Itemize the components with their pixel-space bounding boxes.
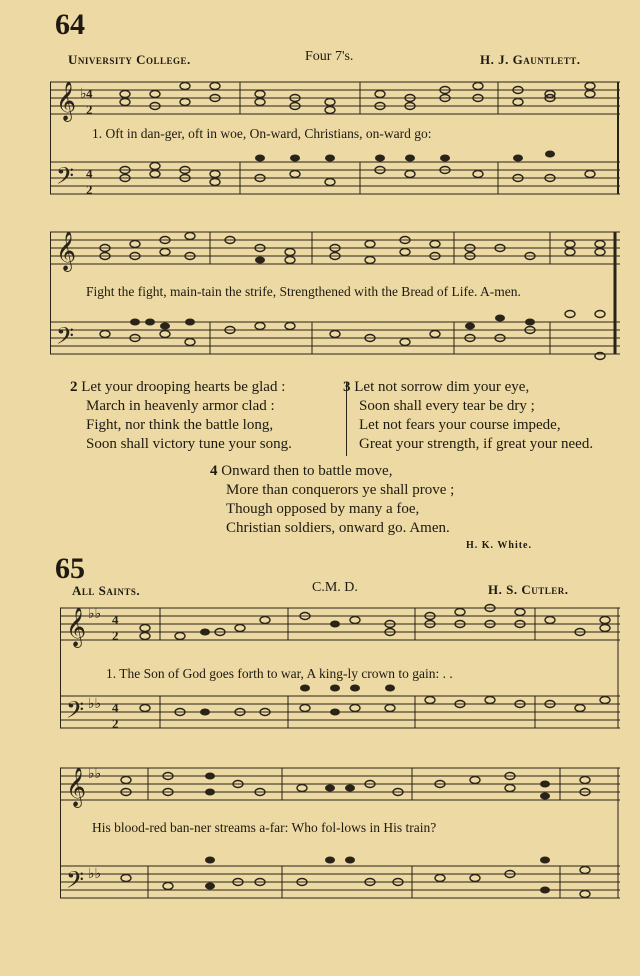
svg-text:♭♭: ♭♭ bbox=[88, 867, 102, 882]
verse-line: Soon shall victory tune your song. bbox=[86, 436, 292, 452]
hymn-64-verse-4 bbox=[210, 462, 454, 538]
svg-text:4: 4 bbox=[86, 166, 93, 181]
hymn-64-verse-3 bbox=[343, 378, 593, 454]
verse-line: Let not sorrow dim your eye, bbox=[354, 379, 530, 395]
treble-clef-icon: 𝄞 bbox=[66, 609, 87, 646]
svg-text:2: 2 bbox=[86, 102, 93, 117]
hymn-65-meter: C.M. D. bbox=[312, 580, 358, 595]
verse-number: 2 bbox=[70, 379, 78, 395]
hymn-65-tune-name: All Saints. bbox=[72, 583, 141, 598]
svg-text:2: 2 bbox=[86, 182, 93, 197]
svg-text:♭♭: ♭♭ bbox=[88, 607, 102, 622]
verse-line: More than conquerors ye shall prove ; bbox=[226, 482, 455, 498]
hymn-64-author: H. K. White. bbox=[466, 540, 532, 551]
verse-line: Let not fears your course impede, bbox=[359, 417, 561, 433]
svg-text:♭♭: ♭♭ bbox=[88, 767, 102, 782]
verse-line: Though opposed by many a foe, bbox=[226, 501, 420, 517]
svg-text:♭♭: ♭♭ bbox=[88, 697, 102, 712]
verse-line: Christian soldiers, onward go. Amen. bbox=[226, 520, 450, 536]
verse-line: Let your drooping hearts be glad : bbox=[81, 379, 286, 395]
verse-line: Soon shall every tear be dry ; bbox=[359, 398, 535, 414]
time-signature: 4 bbox=[86, 86, 93, 101]
svg-text:♭: ♭ bbox=[80, 87, 87, 102]
svg-text:2: 2 bbox=[112, 716, 119, 731]
hymn-65-number: 65 bbox=[55, 552, 85, 585]
verse-line: March in heavenly armor clad : bbox=[86, 398, 275, 414]
bass-clef-icon: 𝄢 bbox=[56, 324, 75, 355]
hymn-65-lyric-line-2: His blood-red ban-ner streams a-far: Who fol-lows in His train? bbox=[92, 820, 437, 835]
svg-text:2: 2 bbox=[112, 628, 119, 643]
hymn-64-number: 64 bbox=[55, 8, 85, 41]
verse-line: Fight, nor think the battle long, bbox=[86, 417, 274, 433]
hymn-65-system-2 bbox=[60, 756, 620, 916]
treble-clef-icon: 𝄞 bbox=[56, 233, 77, 270]
bass-clef-icon: 𝄢 bbox=[66, 698, 85, 729]
hymn-64-composer: H. J. Gauntlett. bbox=[480, 52, 581, 67]
svg-text:4: 4 bbox=[112, 612, 119, 627]
hymn-64-meter: Four 7's. bbox=[305, 49, 354, 64]
bass-clef-icon: 𝄢 bbox=[66, 868, 85, 899]
verse-line: Great your strength, if great your need. bbox=[359, 436, 594, 452]
verse-line: Onward then to battle move, bbox=[221, 463, 393, 479]
svg-text:4: 4 bbox=[112, 700, 119, 715]
hymn-64-lyric-line-2: Fight the fight, main-tain the strife, Strengthened with the Bread of Life. A-men. bbox=[86, 284, 521, 299]
verse-number: 3 bbox=[343, 379, 351, 395]
hymn-65-composer: H. S. Cutler. bbox=[488, 582, 569, 597]
verse-number: 4 bbox=[210, 463, 218, 479]
treble-clef-icon: 𝄞 bbox=[66, 769, 87, 806]
treble-clef-icon: 𝄞 bbox=[56, 83, 77, 120]
bass-clef-icon: 𝄢 bbox=[56, 164, 75, 195]
hymn-64-lyric-line-1: 1. Oft in dan-ger, oft in woe, On-ward, Christians, on-ward go: bbox=[92, 126, 432, 141]
hymn-65-lyric-line-1: 1. The Son of God goes forth to war, A king-ly crown to gain: . . bbox=[106, 666, 453, 681]
hymn-64-tune-name: University College. bbox=[68, 52, 191, 67]
hymn-64-verse-2 bbox=[70, 378, 292, 454]
